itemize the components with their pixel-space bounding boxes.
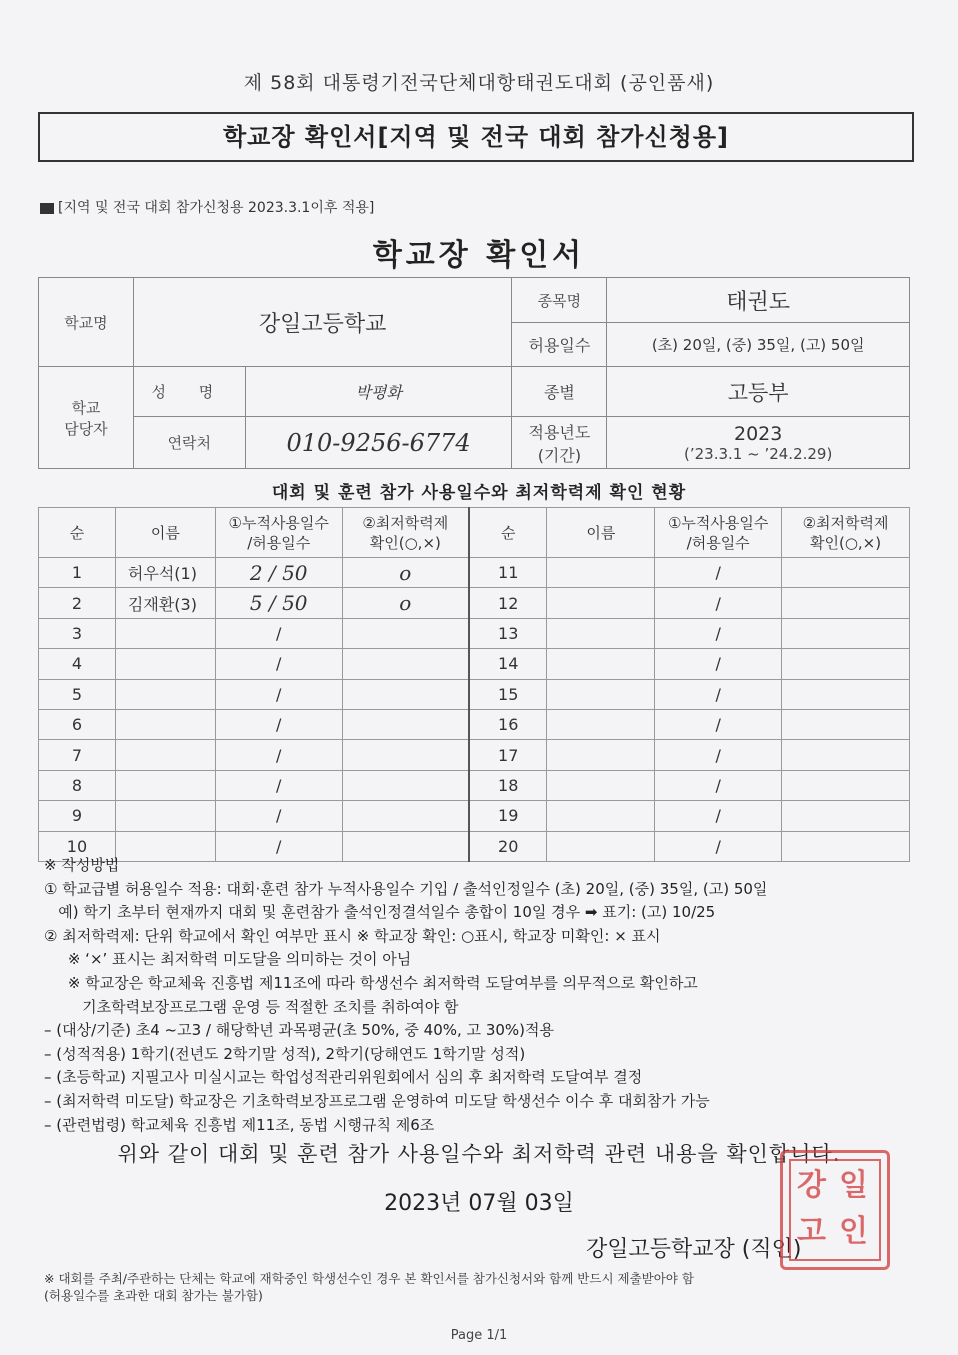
row-name: 김재환(3) [115, 588, 215, 618]
square-bullet-icon [40, 203, 54, 214]
row-days: / [215, 770, 342, 800]
allowed-days-label: 허용일수 [512, 323, 607, 367]
header-days-line1: ①누적사용일수 [228, 513, 329, 532]
row-no: 1 [39, 558, 116, 588]
school-label: 학교명 [39, 278, 134, 367]
contact-phone: 010-9256-6774 [245, 417, 512, 469]
row-days: / [215, 709, 342, 739]
row-days: / [655, 740, 782, 770]
header-no-right: 순 [469, 508, 547, 558]
official-seal-icon [780, 1150, 890, 1270]
contact-label-line2: 담당자 [64, 419, 108, 438]
note-line: – (대상/기준) 초4 ~고3 / 해당학년 과목평균(초 50%, 중 40%, 고 30%)적용 [44, 1021, 554, 1040]
note-line: – (최저학력 미도달) 학교장은 기초학력보장프로그램 운영하여 미도달 학생선수 이수 후 대회참가 가능 [44, 1091, 710, 1110]
form-title-box [38, 112, 914, 162]
row-days: / [215, 831, 342, 861]
document-title: 학교장 확인서 [372, 238, 586, 273]
row-no: 3 [39, 618, 116, 648]
row-no: 7 [39, 740, 116, 770]
footnote-line2: (허용일수를 초과한 대회 참가는 불가함) [44, 1288, 263, 1303]
row-name: 허우석(1) [115, 558, 215, 588]
row-no: 15 [469, 679, 547, 709]
category-value: 고등부 [607, 367, 910, 417]
row-days: 2 / 50 [215, 558, 342, 588]
row-no: 18 [469, 770, 547, 800]
row-check [342, 770, 469, 800]
row-no: 17 [469, 740, 547, 770]
header-check-line2: 확인(○,×) [369, 533, 441, 552]
contact-label [39, 367, 134, 469]
note-line: – (관련법령) 학교체육 진흥법 제11조, 동법 시행규칙 제6조 [44, 1115, 435, 1134]
row-check [342, 709, 469, 739]
row-name [115, 770, 215, 800]
sport-value: 태권도 [607, 278, 910, 323]
allowed-days-value: (초) 20일, (중) 35일, (고) 50일 [607, 323, 910, 367]
row-no: 9 [39, 801, 116, 831]
header-no: 순 [39, 508, 116, 558]
row-days: / [655, 558, 782, 588]
row-name [547, 679, 655, 709]
year-label-line2: (기간) [537, 445, 582, 465]
header-days [215, 508, 342, 558]
note-line: – (성적적용) 1학기(전년도 2학기말 성적), 2학기(당해연도 1학기말 성적) [44, 1044, 526, 1063]
table-row [39, 709, 910, 739]
row-no: 6 [39, 709, 116, 739]
row-name [547, 558, 655, 588]
footnote-line1: ※ 대회를 주최/주관하는 단체는 학교에 재학중인 학생선수인 경우 본 확인서를 참가신청서와 함께 반드시 제출받아야 함 [44, 1271, 694, 1286]
issue-date: 2023년 07월 03일 [384, 1191, 574, 1216]
applicability-text: [지역 및 전국 대회 참가신청용 2023.3.1이후 적용] [58, 200, 375, 216]
event-title: 제 58회 대통령기전국단체대항태권도대회 (공인품새) [243, 72, 715, 94]
header-name: 이름 [115, 508, 215, 558]
row-check [782, 770, 910, 800]
note-line: 기초학력보장프로그램 운영 등 적절한 조치를 취하여야 함 [44, 997, 459, 1016]
header-check-right-line2: 확인(○,×) [809, 533, 882, 552]
category-label: 종별 [512, 367, 607, 417]
header-days-right [655, 508, 782, 558]
header-check-right-line1: ②최저학력제 [802, 513, 889, 532]
row-name [115, 618, 215, 648]
row-check: o [342, 588, 469, 618]
row-days: / [215, 679, 342, 709]
status-table [38, 507, 910, 862]
year-label-line1: 적용년도 [528, 422, 591, 442]
row-name [547, 740, 655, 770]
note-line: ① 학교급별 허용일수 적용: 대회·훈련 참가 누적사용일수 기입 / 출석인정일수 (초) 20일, (중) 35일, (고) 50일 [44, 879, 768, 898]
year-value: 2023 [733, 422, 783, 445]
sport-label: 종목명 [512, 278, 607, 323]
row-days: / [655, 801, 782, 831]
principal-signature: 강일고등학교장 (직인) [586, 1237, 802, 1262]
row-name [547, 588, 655, 618]
row-days: / [655, 679, 782, 709]
note-line: ② 최저학력제: 단위 학교에서 확인 여부만 표시 ※ 학교장 확인: ○표시, 학교장 미확인: × 표시 [44, 926, 661, 945]
row-check [342, 801, 469, 831]
info-table [38, 277, 910, 469]
header-check-line1: ②최저학력제 [362, 513, 449, 532]
year-cell [607, 417, 910, 469]
contact-label-line1: 학교 [71, 398, 101, 417]
row-days: / [655, 649, 782, 679]
year-label [512, 417, 607, 469]
row-check [782, 801, 910, 831]
note-line: ※ 학교장은 학교체육 진흥법 제11조에 따라 학생선수 최저학력 도달여부를 의무적으로 확인하고 [44, 973, 698, 992]
row-days: / [655, 770, 782, 800]
confirmation-statement: 위와 같이 대회 및 훈련 참가 사용일수와 최저학력 관련 내용을 확인합니다. [117, 1142, 841, 1166]
table-row [39, 801, 910, 831]
row-name [115, 740, 215, 770]
table-row [39, 740, 910, 770]
row-no: 14 [469, 649, 547, 679]
row-check [782, 740, 910, 770]
header-check-right [782, 508, 910, 558]
form-title: 학교장 확인서[지역 및 전국 대회 참가신청용] [222, 123, 730, 151]
row-days: / [655, 831, 782, 861]
name-label: 성 명 [133, 367, 245, 417]
row-check [342, 649, 469, 679]
applicability-note [40, 197, 374, 217]
table-row [39, 588, 910, 618]
table-row [39, 558, 910, 588]
school-name: 강일고등학교 [133, 278, 512, 367]
row-name [547, 709, 655, 739]
row-check [782, 618, 910, 648]
row-check [782, 558, 910, 588]
row-days: / [215, 801, 342, 831]
row-no: 19 [469, 801, 547, 831]
status-table-body [39, 558, 910, 862]
row-check [782, 709, 910, 739]
row-name [115, 679, 215, 709]
row-no: 20 [469, 831, 547, 861]
note-line: – (초등학교) 지필고사 미실시교는 학업성적관리위원회에서 심의 후 최저학력 도달여부 결정 [44, 1068, 643, 1087]
row-days: / [655, 709, 782, 739]
row-days: / [215, 649, 342, 679]
header-name-right: 이름 [547, 508, 655, 558]
row-days: / [655, 618, 782, 648]
row-no: 16 [469, 709, 547, 739]
note-line: ※ ‘×’ 표시는 최저학력 미도달을 의미하는 것이 아님 [44, 950, 412, 969]
row-name [115, 709, 215, 739]
header-days-line2: /허용일수 [247, 533, 311, 552]
row-no: 10 [39, 831, 116, 861]
seal-glyph: 인 [839, 1214, 868, 1249]
seal-glyph: 강 [797, 1168, 826, 1203]
row-name [115, 649, 215, 679]
row-check [342, 740, 469, 770]
row-check [782, 588, 910, 618]
row-name [547, 801, 655, 831]
row-check [342, 679, 469, 709]
seal-glyph: 일 [839, 1168, 868, 1203]
row-name [547, 618, 655, 648]
row-no: 5 [39, 679, 116, 709]
row-check [342, 618, 469, 648]
footnote [44, 1270, 924, 1304]
row-no: 8 [39, 770, 116, 800]
contact-name: 박평화 [245, 367, 512, 417]
row-name [115, 801, 215, 831]
row-no: 4 [39, 649, 116, 679]
table-row [39, 618, 910, 648]
year-period: (’23.3.1 ~ ’24.2.29) [684, 444, 833, 463]
header-days-right-line1: ①누적사용일수 [667, 513, 769, 532]
status-title: 대회 및 훈련 참가 사용일수와 최저학력제 확인 현황 [271, 483, 687, 503]
page-number: Page 1/1 [450, 1328, 508, 1343]
row-no: 2 [39, 588, 116, 618]
table-row [39, 679, 910, 709]
writing-instructions [44, 854, 924, 1137]
row-name [547, 649, 655, 679]
phone-label: 연락처 [133, 417, 245, 469]
row-no: 12 [469, 588, 547, 618]
row-name [547, 770, 655, 800]
note-line: 예) 학기 초부터 현재까지 대회 및 훈련참가 출석인정결석일수 총합이 10일 경우 ➡ 표기: (고) 10/25 [44, 903, 716, 922]
row-days: 5 / 50 [215, 588, 342, 618]
row-no: 13 [469, 618, 547, 648]
header-days-right-line2: /허용일수 [686, 533, 750, 552]
table-row [39, 649, 910, 679]
note-line: ※ 작성방법 [44, 856, 120, 874]
seal-glyph: 고 [797, 1214, 826, 1249]
row-check [782, 649, 910, 679]
table-row [39, 770, 910, 800]
row-days: / [655, 588, 782, 618]
row-check [782, 679, 910, 709]
row-check: o [342, 558, 469, 588]
row-days: / [215, 618, 342, 648]
header-check [342, 508, 469, 558]
row-no: 11 [469, 558, 547, 588]
row-days: / [215, 740, 342, 770]
